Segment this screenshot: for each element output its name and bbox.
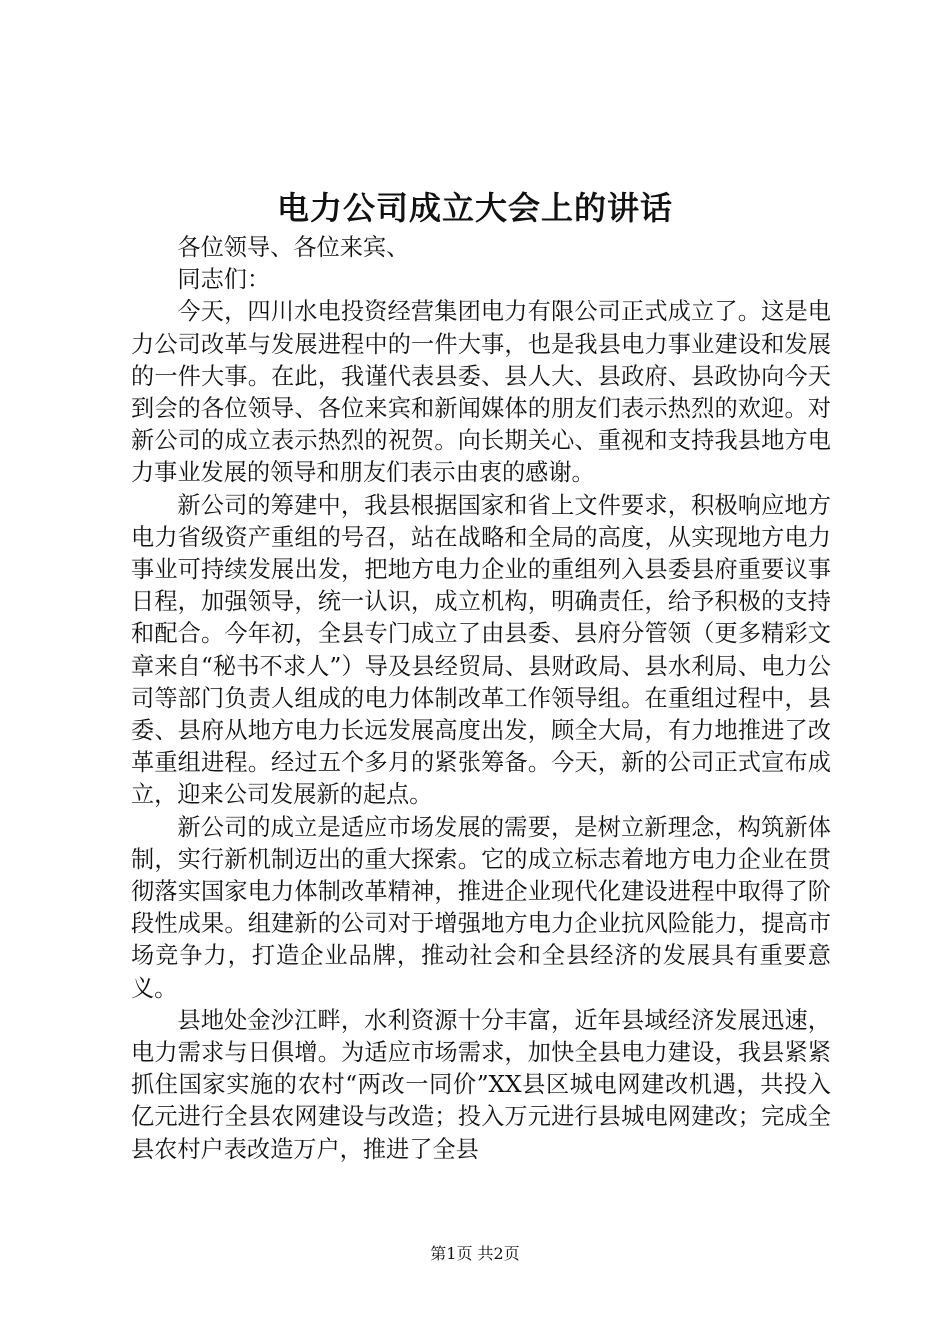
body-paragraph: 县地处金沙江畔，水利资源十分丰富，近年县域经济发展迅速，电力需求与日俱增。为适应市场需求，加快全县电力建设，我县紧紧抓住国家实施的农村“两改一同价”XX县区城电网建改机遇，共投入亿元进行全县农网建设与改造；投入万元进行县城电网建改；完成全县农村户表改造万户，推进了全县 — [131, 1006, 831, 1163]
document-title: 电力公司成立大会上的讲话 — [276, 189, 673, 227]
body-paragraph: 新公司的成立是适应市场发展的需要，是树立新理念，构筑新体制，实行新机制迈出的重大探索。它的成立标志着地方电力企业在贯彻落实国家电力体制改革精神，推进企业现代化建设进程中取得了阶段性成果。组建新的公司对于增强地方电力企业抗风险能力，提高市场竞争力，打造企业品牌，推动社会和全县经济的发展具有重要意义。 — [131, 813, 831, 1002]
body-paragraph: 新公司的筹建中，我县根据国家和省上文件要求，积极响应地方电力省级资产重组的号召，站在战略和全局的高度，从实现地方电力事业可持续发展出发，把地方电力企业的重组列入县委县府重要议事日程，加强领导，统一认识，成立机构，明确责任，给予积极的支持和配合。今年初，全县专门成立了由县委、县府分管领（更多精彩文章来自“秘书不求人”）导及县经贸局、县财政局、县水利局、电力公司等部门负责人组成的电力体制改革工作领导组。在重组过程中，县委、县府从地方电力长远发展高度出发，顾全大局，有力地推进了改革重组进程。经过五个多月的紧张筹备。今天，新的公司正式宣布成立，迎来公司发展新的起点。 — [131, 491, 831, 809]
salutation-line: 同志们： — [177, 266, 271, 294]
page-number: 第1页 共2页 — [430, 1244, 520, 1263]
body-paragraph: 今天，四川水电投资经营集团电力有限公司正式成立了。这是电力公司改革与发展进程中的一件大事，也是我县电力事业建设和发展的一件大事。在此，我谨代表县委、县人大、县政府、县政协向今天到会的各位领导、各位来宾和新闻媒体的朋友们表示热烈的欢迎。对新公司的成立表示热烈的祝贺。向长期关心、重视和支持我县地方电力事业发展的领导和朋友们表示由衷的感谢。 — [131, 298, 831, 487]
salutation-line: 各位领导、各位来宾、 — [177, 234, 410, 261]
document-body — [131, 232, 831, 1166]
